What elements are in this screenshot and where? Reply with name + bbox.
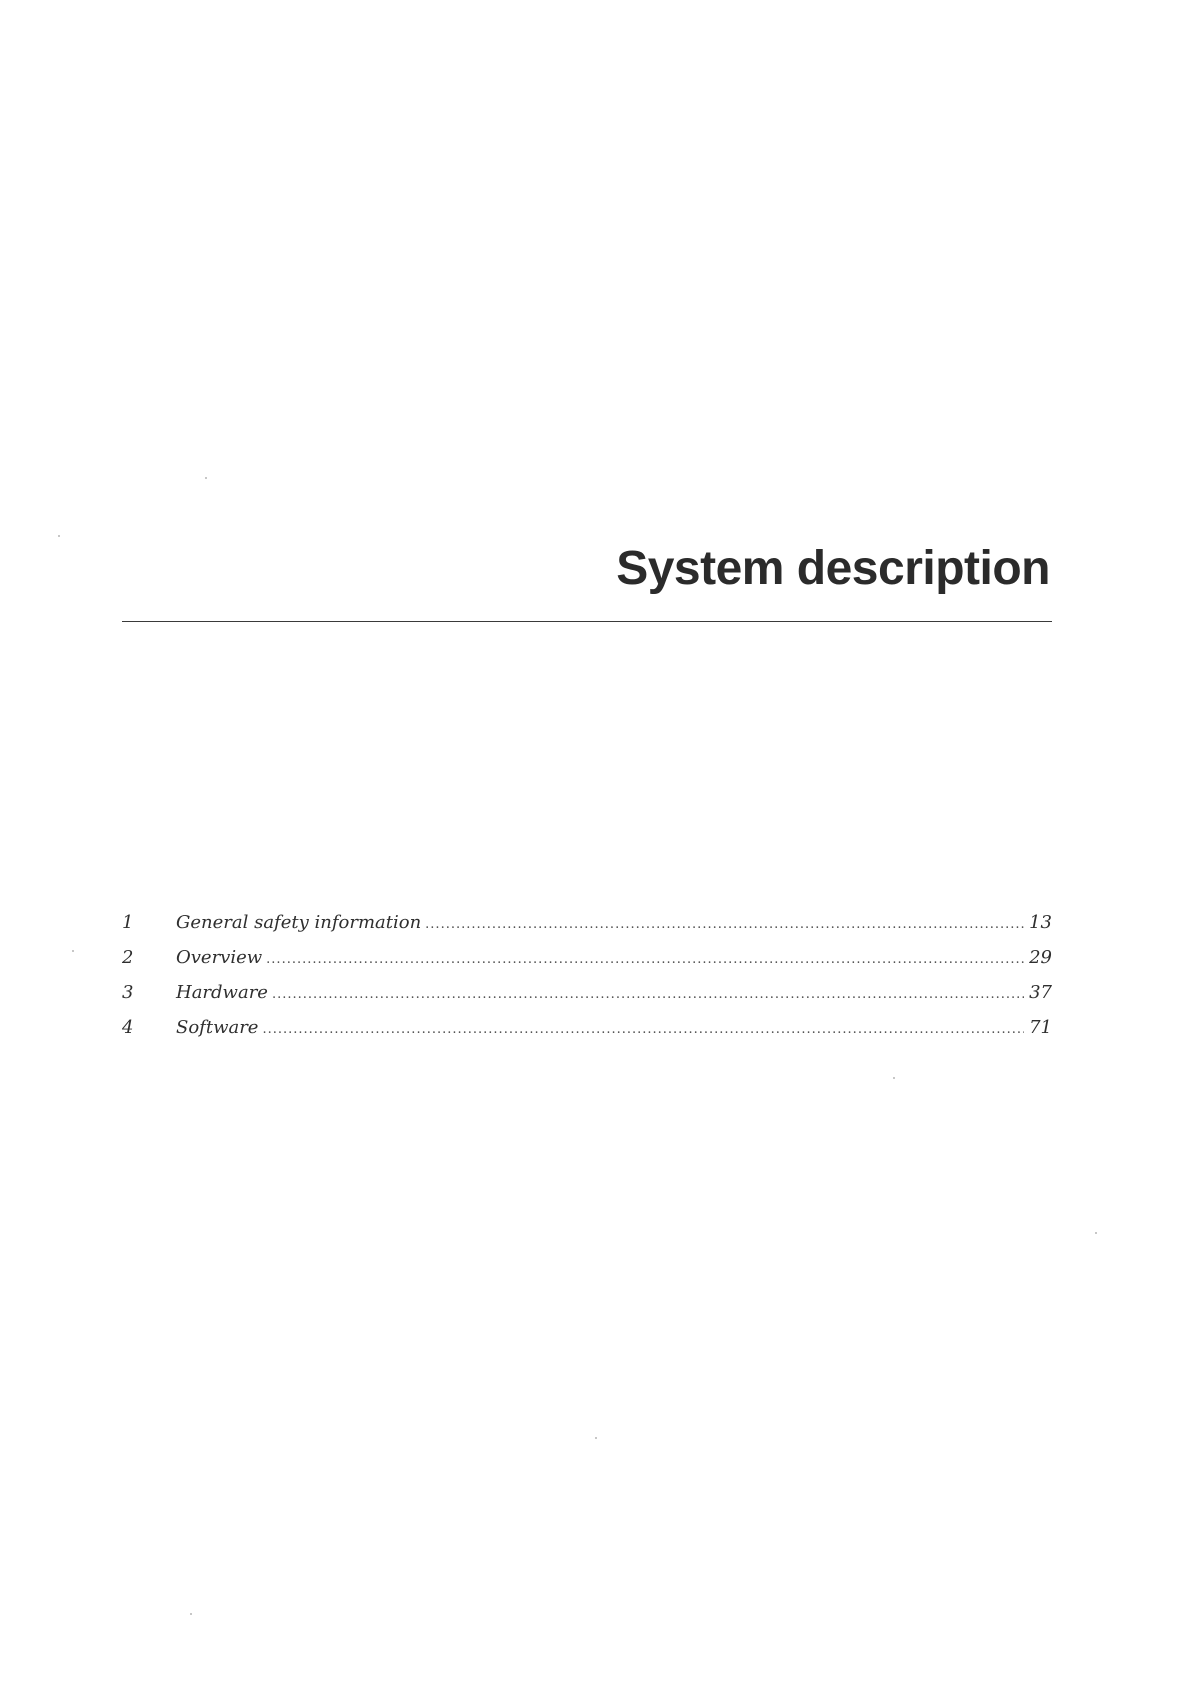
scan-speck [1095, 1232, 1097, 1234]
toc-entry-number: 4 [122, 1017, 134, 1038]
toc-entry-number: 1 [122, 912, 134, 933]
toc-entry-number: 2 [122, 947, 134, 968]
toc-entry-page: 37 [1029, 982, 1052, 1003]
section-title: System description [616, 542, 1050, 595]
scan-speck [58, 535, 60, 537]
scan-speck [190, 1613, 192, 1615]
toc-entry-label: General safety information [176, 912, 422, 933]
section-divider [122, 621, 1052, 622]
toc-entry[interactable] [122, 947, 1052, 982]
toc-entry[interactable] [122, 1017, 1052, 1052]
scan-speck [72, 950, 74, 952]
toc-dot-leader [262, 1022, 1024, 1037]
toc-entry-page: 29 [1029, 947, 1052, 968]
toc-entry-number: 3 [122, 982, 134, 1003]
toc-entry-label: Overview [176, 947, 263, 968]
toc-dot-leader [425, 917, 1024, 932]
scan-speck [893, 1077, 895, 1079]
toc-entry-page: 13 [1029, 912, 1052, 933]
toc-entry-page: 71 [1029, 1017, 1052, 1038]
toc-entry-label: Hardware [176, 982, 268, 1003]
toc-dot-leader [266, 952, 1024, 967]
table-of-contents [122, 912, 1052, 1052]
toc-entry-label: Software [176, 1017, 259, 1038]
toc-entry[interactable] [122, 912, 1052, 947]
scan-speck [595, 1437, 597, 1439]
toc-dot-leader [272, 987, 1024, 1002]
scan-speck [205, 477, 207, 479]
toc-entry[interactable] [122, 982, 1052, 1017]
